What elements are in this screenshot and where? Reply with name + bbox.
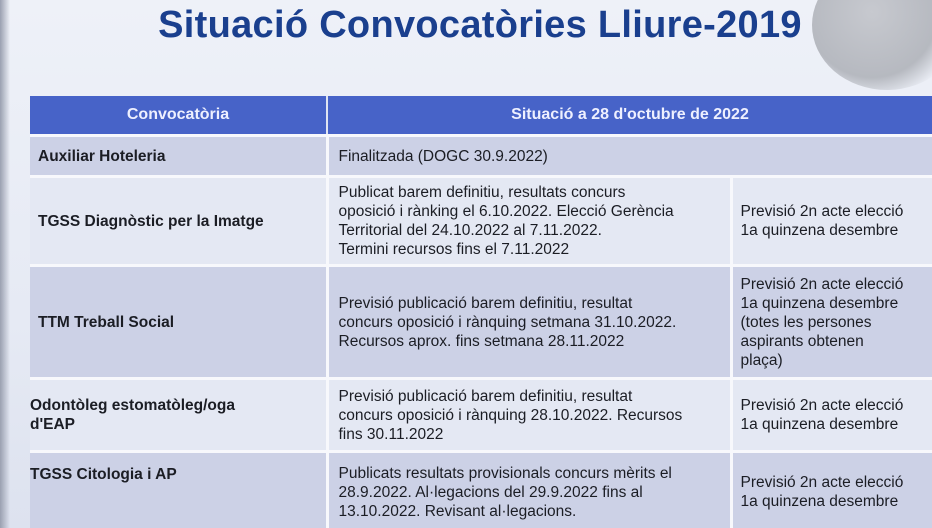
table-header-row <box>30 96 932 136</box>
row-status: Publicat barem definitiu, resultats concurs oposició i rànking el 6.10.2022. Elecció Gerència Territorial del 24.10.2022 al 7.11.2022. Termini recursos fins el 7.11.2022 <box>327 177 731 266</box>
header-situacio: Situació a 28 d'octubre de 2022 <box>327 96 932 136</box>
row-name: TTM Treball Social <box>30 266 327 379</box>
row-name: TGSS Diagnòstic per la Imatge <box>30 177 327 266</box>
row-status: Finalitzada (DOGC 30.9.2022) <box>327 136 932 177</box>
row-name: Auxiliar Hoteleria <box>30 136 327 177</box>
row-status: Publicats resultats provisionals concurs mèrits el 28.9.2022. Al·legacions del 29.9.2022 fins al 13.10.2022. Revisant al·legacions. <box>327 452 731 528</box>
row-note: Previsió 2n acte elecció 1a quinzena desembre <box>731 177 932 266</box>
table-row <box>30 379 932 452</box>
header-convocatoria: Convocatòria <box>30 96 327 136</box>
row-note: Previsió 2n acte elecció 1a quinzena desembre <box>731 452 932 528</box>
table-row <box>30 177 932 266</box>
screen-edge <box>0 0 10 528</box>
table-row <box>30 452 932 528</box>
row-name: Odontòleg estomatòleg/oga d'EAP <box>30 379 327 452</box>
slide-title: Situació Convocatòries Lliure-2019 <box>158 4 802 46</box>
row-note: Previsió 2n acte elecció 1a quinzena desembre (totes les persones aspirants obtenen plaça) <box>731 266 932 379</box>
row-note: Previsió 2n acte elecció 1a quinzena desembre <box>731 379 932 452</box>
row-name: TGSS Citologia i AP <box>30 452 327 528</box>
convocatories-table <box>30 96 932 528</box>
row-status: Previsió publicació barem definitiu, resultat concurs oposició i rànquing 28.10.2022. Recursos fins 30.11.2022 <box>327 379 731 452</box>
table-row <box>30 266 932 379</box>
table-row <box>30 136 932 177</box>
row-status: Previsió publicació barem definitiu, resultat concurs oposició i rànquing setmana 31.10.2022. Recursos aprox. fins setmana 28.11.2022 <box>327 266 731 379</box>
